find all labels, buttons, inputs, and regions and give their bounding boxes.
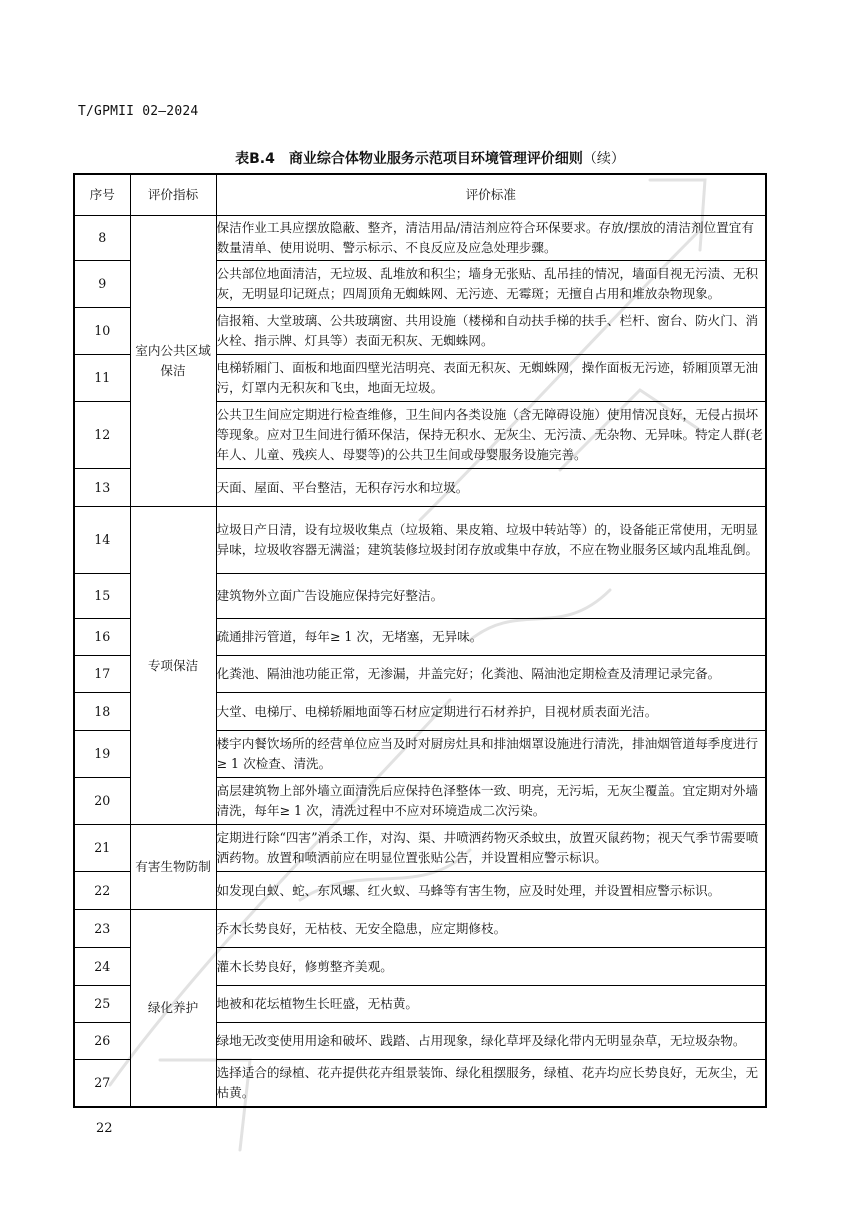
row-number: 22 (74, 872, 130, 910)
category-pest-control: 有害生物防制 (130, 825, 216, 910)
row-criteria: 天面、屋面、平台整洁，无积存污水和垃圾。 (216, 469, 766, 507)
row-number: 21 (74, 825, 130, 872)
row-number: 19 (74, 731, 130, 778)
table-title-continued: （续） (582, 151, 625, 167)
row-criteria: 楼宇内餐饮场所的经营单位应当及时对厨房灶具和排油烟罩设施进行清洗，排油烟管道每季度进行≥ 1 次检查、清洗。 (216, 731, 766, 778)
row-number: 18 (74, 693, 130, 731)
row-number: 11 (74, 355, 130, 402)
row-number: 24 (74, 948, 130, 986)
row-criteria: 建筑物外立面广告设施应保持完好整洁。 (216, 574, 766, 619)
table-row (74, 910, 766, 948)
row-criteria: 定期进行除“四害”消杀工作，对沟、渠、井喷洒药物灭杀蚊虫，放置灭鼠药物；视天气季节需要喷洒药物。放置和喷洒前应在明显位置张贴公告，并设置相应警示标识。 (216, 825, 766, 872)
row-number: 27 (74, 1060, 130, 1107)
row-criteria: 保洁作业工具应摆放隐蔽、整齐，清洁用品/清洁剂应符合环保要求。存放/摆放的清洁剂位置宜有数量清单、使用说明、警示标示、不良反应及应急处理步骤。 (216, 216, 766, 261)
category-greening: 绿化养护 (130, 910, 216, 1107)
table-header-row (74, 174, 766, 216)
document-code: T/GPMII 02—2024 (78, 104, 199, 119)
row-criteria: 垃圾日产日清，设有垃圾收集点（垃圾箱、果皮箱、垃圾中转站等）的，设备能正常使用，无明显异味，垃圾收容器无满溢；建筑装修垃圾封闭存放或集中存放，不应在物业服务区域内乱堆乱倒。 (216, 507, 766, 574)
row-criteria: 乔木长势良好，无枯枝、无安全隐患，应定期修枝。 (216, 910, 766, 948)
category-indoor-cleaning: 室内公共区域保洁 (130, 216, 216, 507)
row-number: 9 (74, 261, 130, 308)
row-criteria: 高层建筑物上部外墙立面清洗后应保持色泽整体一致、明亮，无污垢，无灰尘覆盖。宜定期对外墙清洗，每年≥ 1 次，清洗过程中不应对环境造成二次污染。 (216, 778, 766, 825)
row-criteria: 如发现白蚁、蛇、东风螺、红火蚁、马蜂等有害生物，应及时处理，并设置相应警示标识。 (216, 872, 766, 910)
row-criteria: 灌木长势良好，修剪整齐美观。 (216, 948, 766, 986)
header-indicator: 评价指标 (130, 174, 216, 216)
table-row (74, 507, 766, 574)
row-criteria: 绿地无改变使用用途和破坏、践踏、占用现象，绿化草坪及绿化带内无明显杂草，无垃圾杂物。 (216, 1023, 766, 1060)
row-criteria: 电梯轿厢门、面板和地面四壁光洁明亮、表面无积灰、无蜘蛛网，操作面板无污迹，轿厢顶罩无油污，灯罩内无积灰和飞虫，地面无垃圾。 (216, 355, 766, 402)
evaluation-table (73, 173, 767, 1108)
row-criteria: 选择适合的绿植、花卉提供花卉组景装饰、绿化租摆服务，绿植、花卉均应长势良好，无灰尘，无枯黄。 (216, 1060, 766, 1107)
row-number: 13 (74, 469, 130, 507)
table-row (74, 216, 766, 261)
row-number: 20 (74, 778, 130, 825)
row-number: 26 (74, 1023, 130, 1060)
row-number: 23 (74, 910, 130, 948)
page-number: 22 (96, 1121, 113, 1136)
table-title (0, 148, 860, 168)
table-row (74, 825, 766, 872)
row-number: 16 (74, 619, 130, 656)
row-number: 12 (74, 402, 130, 469)
row-number: 10 (74, 308, 130, 355)
header-criteria: 评价标准 (216, 174, 766, 216)
row-number: 14 (74, 507, 130, 574)
header-no: 序号 (74, 174, 130, 216)
row-criteria: 疏通排污管道，每年≥ 1 次，无堵塞，无异味。 (216, 619, 766, 656)
row-number: 17 (74, 656, 130, 693)
row-criteria: 公共卫生间应定期进行检查维修，卫生间内各类设施（含无障碍设施）使用情况良好，无侵占损坏等现象。应对卫生间进行循环保洁，保持无积水、无灰尘、无污渍、无杂物、无异味。特定人群(老年人、儿童、残疾人、母婴等)的公共卫生间或母婴服务设施完善。 (216, 402, 766, 469)
row-number: 8 (74, 216, 130, 261)
row-criteria: 公共部位地面清洁，无垃圾、乱堆放和积尘；墙身无张贴、乱吊挂的情况，墙面目视无污渍、无积灰，无明显印记斑点；四周顶角无蜘蛛网、无污迹、无霉斑；无擅自占用和堆放杂物现象。 (216, 261, 766, 308)
row-criteria: 地被和花坛植物生长旺盛，无枯黄。 (216, 986, 766, 1023)
category-special-cleaning: 专项保洁 (130, 507, 216, 825)
table-title-main: 表B.4 商业综合体物业服务示范项目环境管理评价细则 (235, 151, 583, 167)
row-criteria: 信报箱、大堂玻璃、公共玻璃窗、共用设施（楼梯和自动扶手梯的扶手、栏杆、窗台、防火门、消火栓、指示牌、灯具等）表面无积灰、无蜘蛛网。 (216, 308, 766, 355)
row-criteria: 化粪池、隔油池功能正常，无渗漏，井盖完好；化粪池、隔油池定期检查及清理记录完备。 (216, 656, 766, 693)
row-number: 15 (74, 574, 130, 619)
row-criteria: 大堂、电梯厅、电梯轿厢地面等石材应定期进行石材养护，目视材质表面光洁。 (216, 693, 766, 731)
row-number: 25 (74, 986, 130, 1023)
